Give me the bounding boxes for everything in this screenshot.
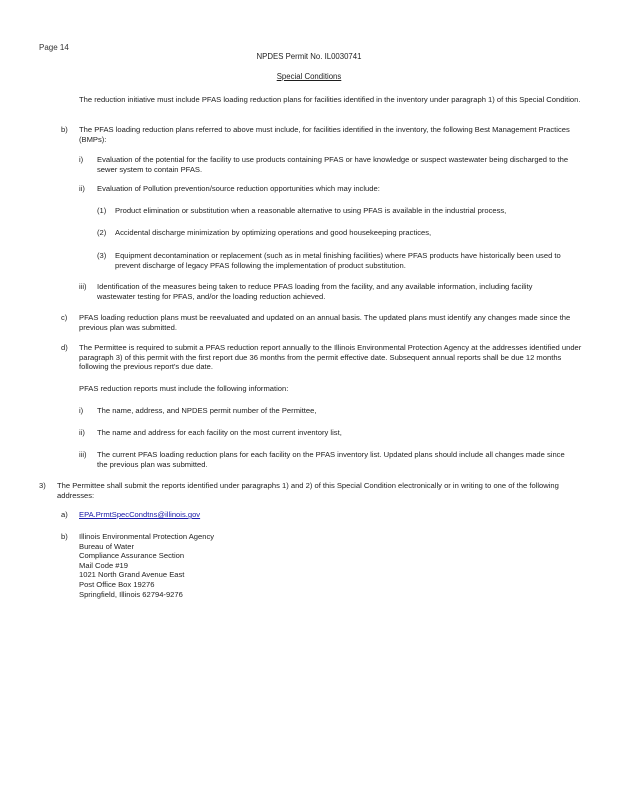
permit-number-header: NPDES Permit No. IL0030741 <box>256 52 362 61</box>
item-c-label: c) <box>61 313 68 322</box>
reports-intro: PFAS reduction reports must include the following information: <box>79 384 289 393</box>
address-line-mailcode: Mail Code #19 <box>79 560 128 570</box>
address-line-city: Springfield, Illinois 62794-9276 <box>79 589 183 599</box>
address-line-bureau: Bureau of Water <box>79 541 135 551</box>
item-b-iii-label: iii) <box>79 282 87 291</box>
item-b-text: The PFAS loading reduction plans referred to above must include, for facilities identified in the inventory, the following Best Management Practices (BMPs): <box>79 125 570 144</box>
item-d-i-text: The name, address, and NPDES permit number of the Permittee, <box>97 406 317 415</box>
item-b-i-label: i) <box>79 155 84 164</box>
paragraph-3-label: 3) <box>39 481 46 490</box>
mailing-address <box>79 532 379 599</box>
item-3b-label: b) <box>61 532 68 541</box>
paragraph-3-text: The Permittee shall submit the reports identified under paragraphs 1) and 2) of this Special Condition electronically or in writing to one of the following addresses: <box>57 481 559 500</box>
item-b-ii-label: ii) <box>79 184 85 193</box>
section-title-text: Special Conditions <box>276 72 342 81</box>
item-b-ii-3-text: Equipment decontamination or replacement (such as in metal finishing facilities) where PFAS products have historically been used to prevent discharge of legacy PFAS following the implementation of product substitution. <box>115 251 561 270</box>
item-b-i-text: Evaluation of the potential for the facility to use products containing PFAS or have knowledge or suspect wastewater being discharged to the sewer system to contain PFAS. <box>97 155 569 174</box>
page-number: Page 14 <box>39 43 69 52</box>
item-b-iii-text: Identification of the measures being taken to reduce PFAS loading from the facility, and any available information, including facility wastewater testing for PFAS, and/or the loading reduction achieved. <box>97 282 533 301</box>
address-line-street: 1021 North Grand Avenue East <box>79 570 185 580</box>
item-d-ii-text: The name and address for each facility on the most current inventory list, <box>97 428 342 437</box>
item-b-ii-text: Evaluation of Pollution prevention/source reduction opportunities which may include: <box>97 184 380 193</box>
item-b-ii-1-text: Product elimination or substitution when a reasonable alternative to using PFAS is available in the industrial process, <box>115 206 507 215</box>
item-3a-label: a) <box>61 510 68 519</box>
item-b-label: b) <box>61 125 68 134</box>
item-d-ii-label: ii) <box>79 428 85 437</box>
item-b-ii-1-label: (1) <box>97 206 107 215</box>
item-d-iii-label: iii) <box>79 450 87 459</box>
item-d-label: d) <box>61 343 68 352</box>
item-c-text: PFAS loading reduction plans must be reevaluated and updated on an annual basis. The updated plans must identify any changes made since the previous plan was submitted. <box>79 313 571 332</box>
item-b-ii-3-label: (3) <box>97 251 107 260</box>
section-title <box>0 72 618 82</box>
address-line-agency: Illinois Environmental Protection Agency <box>79 532 215 541</box>
item-d-i-label: i) <box>79 406 84 415</box>
item-d-iii-text: The current PFAS loading reduction plans for each facility on the PFAS inventory list. Updated plans should include all changes made since the previous plan was submitted. <box>97 450 565 469</box>
item-d-text: The Permittee is required to submit a PFAS reduction report annually to the Illinois Environmental Protection Agency at the addresses identified under paragraph 3) of this permit with the first report due 36 months from the permit effective date. Subsequent annual reports shall be due 12 months following the previous report's due date. <box>79 343 582 372</box>
intro-paragraph: The reduction initiative must include PFAS loading reduction plans for facilities identified in the inventory under paragraph 1) of this Special Condition. <box>79 95 581 104</box>
item-b-ii-2-label: (2) <box>97 228 107 237</box>
item-b-ii-2-text: Accidental discharge minimization by optimizing operations and good housekeeping practices, <box>115 228 432 237</box>
address-line-section: Compliance Assurance Section <box>79 551 185 561</box>
email-link[interactable]: EPA.PrmtSpecCondtns@illinois.gov <box>79 510 201 519</box>
address-line-pobox: Post Office Box 19276 <box>79 579 155 589</box>
